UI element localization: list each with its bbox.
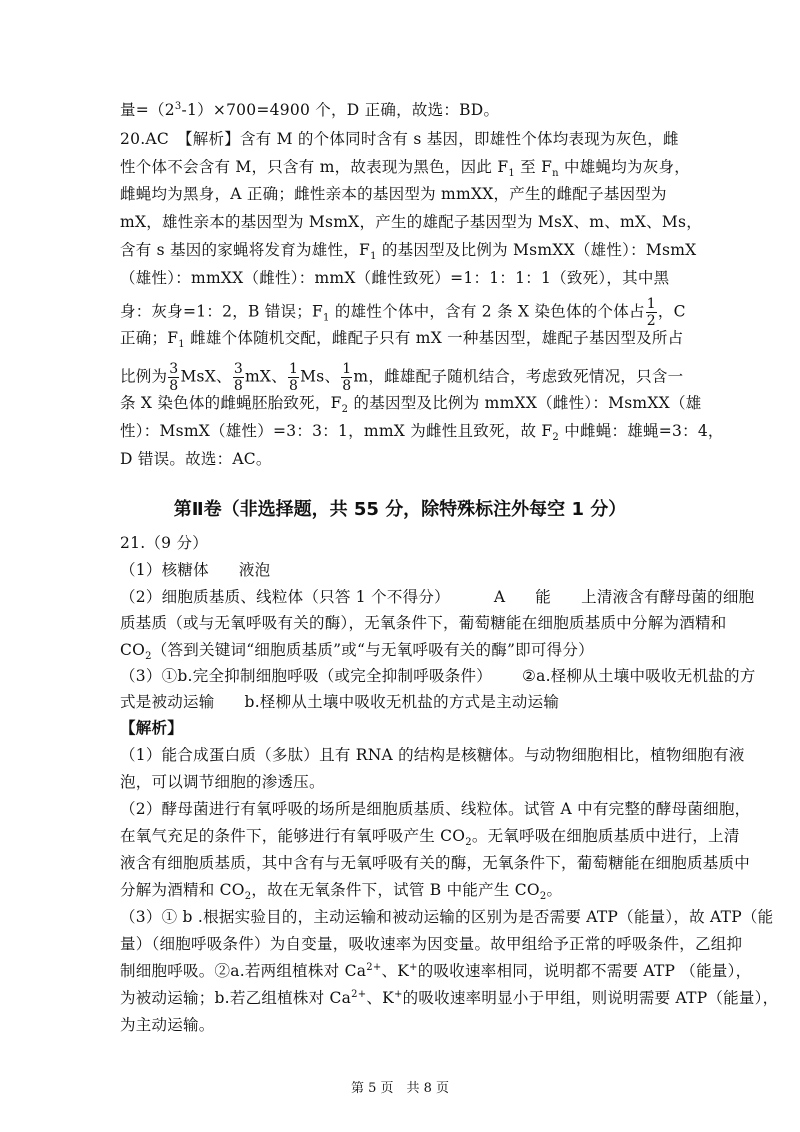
analysis-3-line-5: 为主动运输。 xyxy=(120,1016,215,1034)
text: （1）核糖体 xyxy=(120,561,209,579)
q20-line-12: D 错误。故选：AC。 xyxy=(120,450,272,468)
page-number: 第 5 页 共 8 页 xyxy=(350,1081,450,1096)
text: 的基因型及比例为 mmXX（雌性）：MsmXX（雄 xyxy=(348,394,702,412)
text: 的雄性个体中，含有 2 条 X 染色体的个体占 xyxy=(329,302,645,321)
text: b.柽柳从土壤中吸收无机盐的方式是主动运输 xyxy=(244,693,560,711)
fraction xyxy=(233,361,244,394)
analysis-2-line-1: （2）酵母菌进行有氧呼吸的场所是细胞质基质、线粒体。试管 A 中有完整的酵母菌细胞， xyxy=(120,800,751,818)
text: 中雌蝇：雄蝇=3：4， xyxy=(559,422,724,440)
analysis-2-line-3: 液含有细胞质基质，其中含有与无氧呼吸有关的酶，无氧条件下，葡萄糖能在细胞质基质中 xyxy=(120,854,751,872)
text: Ms、 xyxy=(300,367,341,386)
text: 至 F xyxy=(514,158,553,176)
text: 、K xyxy=(381,962,410,980)
denominator: 2 xyxy=(646,313,656,329)
subscript: 1 xyxy=(508,168,515,180)
numerator: 1 xyxy=(288,361,299,377)
subscript: n xyxy=(552,168,559,180)
text: （答到关键词“细胞质基质”或“与无氧呼吸有关的酶”即可得分） xyxy=(151,641,594,659)
q20-line-11 xyxy=(120,421,724,444)
superscript: 2+ xyxy=(351,988,367,1000)
text: m，雌雄配子随机结合，考虑致死情况，只含一 xyxy=(353,367,684,386)
numerator: 3 xyxy=(169,361,179,377)
text: -1）×700=4900 个，D 正确，故选：BD。 xyxy=(181,101,500,119)
superscript: + xyxy=(393,988,403,1000)
text: 。 xyxy=(546,881,563,899)
numerator: 1 xyxy=(646,296,656,312)
text: 比例为 xyxy=(120,367,168,386)
q20-line-1: 20.AC 【解析】含有 M 的个体同时含有 s 基因，即雄性个体均表现为灰色，雌 xyxy=(120,130,679,148)
text: 条 X 染色体的雌蝇胚胎致死，F xyxy=(120,394,342,412)
fraction xyxy=(288,361,299,394)
subscript: 2 xyxy=(539,891,547,903)
text: MsX、 xyxy=(180,367,232,386)
text: 含有 s 基因的家蝇将发育为雄性，F xyxy=(120,241,371,259)
q21-answer-3-line-1 xyxy=(120,666,756,686)
subscript: 2 xyxy=(244,891,252,903)
text: 式是被动运输 xyxy=(120,693,215,711)
analysis-2-line-2 xyxy=(120,826,740,849)
subscript: 2 xyxy=(552,432,560,444)
numerator: 1 xyxy=(342,361,352,377)
analysis-1-line-2: 泡，可以调节细胞的渗透压。 xyxy=(120,773,325,791)
text: 在氧气充足的条件下，能够进行有氧呼吸产生 CO xyxy=(120,827,466,845)
text: ②a.柽柳从土壤中吸收无机盐的方 xyxy=(521,667,756,685)
analysis-1-line-1: （1）能合成蛋白质（多肽）且有 RNA 的结构是核糖体。与动物细胞相比，植物细胞有液 xyxy=(120,746,745,764)
text: 正确；F xyxy=(120,329,179,347)
q20-line-6: （雄性）：mmXX（雌性）：mmX（雌性致死）=1：1：1：1（致死），其中黑 xyxy=(120,269,670,287)
text: 。无氧呼吸在细胞质基质中进行，上清 xyxy=(471,827,740,845)
numerator: 3 xyxy=(233,361,243,377)
analysis-3-line-1: （3）① b .根据实验目的，主动运输和被动运输的区别为是否需要 ATP（能量），故 ATP（能 xyxy=(120,908,774,926)
fraction xyxy=(341,361,352,394)
denominator: 8 xyxy=(342,378,352,394)
q20-line-4: mX，雄性亲本的基因型为 MsmX，产生的雄配子基因型为 MsX、m、mX、Ms， xyxy=(120,213,703,231)
subscript: 1 xyxy=(178,339,185,351)
q19-tail-line xyxy=(120,100,499,120)
text: （2）细胞质基质、线粒体（只答 1 个不得分） xyxy=(120,588,450,606)
analysis-2-line-4 xyxy=(120,880,563,903)
subscript: 1 xyxy=(323,312,330,324)
denominator: 8 xyxy=(288,378,299,394)
text: A xyxy=(493,588,506,606)
superscript: 3 xyxy=(174,100,182,112)
q20-line-5 xyxy=(120,240,697,263)
text: 的吸收速率明显小于甲组，则说明需要 ATP（能量）， xyxy=(402,989,779,1007)
fraction xyxy=(168,361,179,394)
q20-line-2 xyxy=(120,157,690,180)
subscript: 2 xyxy=(465,837,472,849)
q20-line-9 xyxy=(120,361,683,394)
denominator: 8 xyxy=(233,378,243,394)
text: 液泡 xyxy=(238,561,271,579)
superscript: + xyxy=(409,961,418,973)
text: 雌雄个体随机交配，雌配子只有 mX 一种基因型，雄配子基因型及所占 xyxy=(184,329,684,347)
text: 制细胞呼吸。②a.若两组植株对 Ca xyxy=(120,962,367,980)
analysis-heading: 【解析】 xyxy=(120,718,184,737)
text: mX、 xyxy=(244,367,287,386)
text: 量=（2 xyxy=(120,101,175,119)
q21-answer-3-line-2 xyxy=(120,692,559,712)
superscript: 2+ xyxy=(366,961,382,973)
q21-answer-2-line-1 xyxy=(120,587,754,607)
q20-line-10 xyxy=(120,393,702,416)
section-title: 第Ⅱ卷（非选择题，共 55 分，除特殊标注外每空 1 分） xyxy=(173,499,627,520)
fraction xyxy=(646,296,657,329)
text: 、K xyxy=(366,989,394,1007)
analysis-3-line-3 xyxy=(120,961,751,981)
q21-answer-1 xyxy=(120,560,270,580)
subscript: 2 xyxy=(145,651,152,663)
text: CO xyxy=(120,641,146,659)
q21-answer-2-line-3 xyxy=(120,640,594,663)
text: 的基因型及比例为 MsmXX（雄性）：MsmX xyxy=(376,241,697,259)
analysis-3-line-2: 量）（细胞呼吸条件）为自变量，吸收速率为因变量。故甲组给予正常的呼吸条件，乙组抑 xyxy=(120,935,743,953)
analysis-3-line-4 xyxy=(120,988,778,1008)
text: ，故在无氧条件下，试管 B 中能产生 CO xyxy=(251,881,540,899)
subscript: 1 xyxy=(370,251,377,263)
text: 性个体不会含有 M，只含有 m，故表现为黑色，因此 F xyxy=(120,158,509,176)
text: 身：灰身=1：2，B 错误；F xyxy=(120,302,324,321)
text: 中雄蝇均为灰身， xyxy=(558,158,690,176)
text: 为被动运输；b.若乙组植株对 Ca xyxy=(120,989,352,1007)
text: 能 xyxy=(535,588,552,606)
text: ，C xyxy=(657,302,686,321)
q21-answer-2-line-2: 质基质（或与无氧呼吸有关的酶），无氧条件下，葡萄糖能在细胞质基质中分解为酒精和 xyxy=(120,614,727,632)
denominator: 8 xyxy=(169,378,179,394)
text: 的吸收速率相同，说明都不需要 ATP （能量）， xyxy=(417,962,752,980)
q20-line-8 xyxy=(120,328,684,351)
q20-line-7 xyxy=(120,296,686,329)
text: 分解为酒精和 CO xyxy=(120,881,245,899)
q20-line-3: 雌蝇均为黑身，A 正确；雌性亲本的基因型为 mmXX，产生的雌配子基因型为 xyxy=(120,185,667,203)
text: 性）：MsmX（雄性）=3：3：1，mmX 为雌性且致死，故 F xyxy=(120,422,553,440)
text: （3）①b.完全抑制细胞呼吸（或完全抑制呼吸条件） xyxy=(120,667,492,685)
q21-head: 21.（9 分） xyxy=(120,534,208,552)
text: 上清液含有酵母菌的细胞 xyxy=(581,588,755,606)
subscript: 2 xyxy=(341,404,349,416)
